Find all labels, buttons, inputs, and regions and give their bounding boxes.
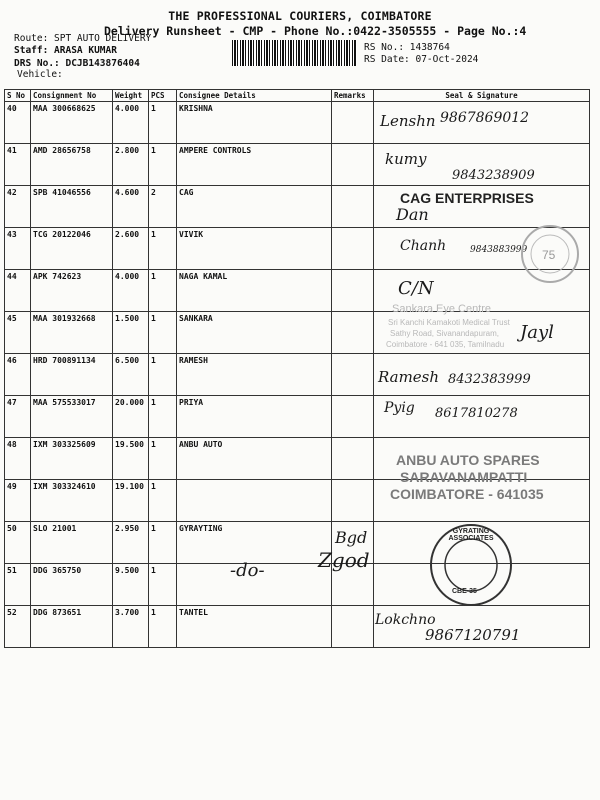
signature-krishna: Lenshn: [380, 112, 436, 130]
cell-consignment: MAA 301932668: [31, 312, 113, 354]
stamp-anbu-3: COIMBATORE - 641035: [390, 486, 544, 502]
cell-consignee: TANTEL: [177, 606, 332, 648]
cell-pcs: 1: [149, 144, 177, 186]
phone-priya: 8617810278: [435, 406, 518, 421]
cell-weight: 4.000: [113, 102, 149, 144]
cell-sno: 44: [5, 270, 31, 312]
cell-pcs: 1: [149, 396, 177, 438]
cell-pcs: 1: [149, 522, 177, 564]
cell-consignment: DDG 873651: [31, 606, 113, 648]
cell-pcs: 1: [149, 102, 177, 144]
cell-weight: 3.700: [113, 606, 149, 648]
company-title: THE PROFESSIONAL COURIERS, COIMBATORE: [168, 9, 432, 23]
cell-consignment: DDG 365750: [31, 564, 113, 606]
cell-consignee: KRISHNA: [177, 102, 332, 144]
cell-consignee: AMPERE CONTROLS: [177, 144, 332, 186]
cell-consignment: APK 742623: [31, 270, 113, 312]
cell-sno: 47: [5, 396, 31, 438]
cell-consignment: HRD 700891134: [31, 354, 113, 396]
cell-pcs: 2: [149, 186, 177, 228]
cell-sno: 52: [5, 606, 31, 648]
phone-ramesh: 8432383999: [448, 372, 531, 387]
cell-weight: 19.100: [113, 480, 149, 522]
barcode: [232, 40, 357, 66]
cell-pcs: 1: [149, 270, 177, 312]
cell-weight: 9.500: [113, 564, 149, 606]
signature-ddg: Zgod: [318, 548, 370, 572]
signature-vivik: Chanh: [400, 238, 447, 254]
col-consignment: Consignment No: [31, 90, 113, 102]
cell-pcs: 1: [149, 606, 177, 648]
cell-pcs: 1: [149, 438, 177, 480]
cell-consignee: SANKARA: [177, 312, 332, 354]
rs-number: RS No.: 1438764: [364, 42, 450, 53]
cell-consignment: AMD 28656758: [31, 144, 113, 186]
svg-text:75: 75: [542, 248, 556, 262]
cell-remarks: [332, 480, 374, 522]
cell-consignment: MAA 575533017: [31, 396, 113, 438]
cell-remarks: [332, 102, 374, 144]
signature-cag: Dan: [396, 205, 429, 224]
col-pcs: PCS: [149, 90, 177, 102]
cell-consignment: MAA 300668625: [31, 102, 113, 144]
stamp-sankara-3: Sathy Road, Sivanandapuram,: [390, 329, 499, 338]
col-remarks: Remarks: [332, 90, 374, 102]
cell-weight: 19.500: [113, 438, 149, 480]
stamp-gyrating-code: CBE-35: [452, 588, 477, 595]
mark-naga-kamal: C/N: [398, 278, 434, 299]
cell-sno: 48: [5, 438, 31, 480]
vehicle-label: Vehicle:: [17, 69, 63, 80]
cell-remarks: [332, 228, 374, 270]
cell-consignee: VIVIK: [177, 228, 332, 270]
cell-weight: 2.950: [113, 522, 149, 564]
signature-tantel: Lokchno: [375, 612, 436, 628]
cell-weight: 6.500: [113, 354, 149, 396]
cell-pcs: 1: [149, 228, 177, 270]
drs-number: DRS No.: DCJB143876404: [14, 58, 140, 69]
cell-remarks: [332, 186, 374, 228]
col-weight: Weight: [113, 90, 149, 102]
route-label: Route: SPT AUTO DELIVERY: [14, 33, 152, 44]
cell-sno: 50: [5, 522, 31, 564]
cell-weight: 4.000: [113, 270, 149, 312]
cell-weight: 20.000: [113, 396, 149, 438]
phone-krishna: 9867869012: [440, 110, 530, 126]
cell-consignee: PRIYA: [177, 396, 332, 438]
stamp-cag: CAG ENTERPRISES: [400, 190, 534, 206]
cell-consignee: ANBU AUTO: [177, 438, 332, 480]
cell-remarks: [332, 438, 374, 480]
col-seal-signature: Seal & Signature: [374, 90, 590, 102]
cell-consignment: SPB 41046556: [31, 186, 113, 228]
cell-consignee: RAMESH: [177, 354, 332, 396]
cell-consignment: IXM 303325609: [31, 438, 113, 480]
cell-remarks: [332, 354, 374, 396]
cell-pcs: 1: [149, 354, 177, 396]
cell-remarks: [332, 144, 374, 186]
cell-weight: 2.600: [113, 228, 149, 270]
cell-pcs: 1: [149, 564, 177, 606]
runsheet-subtitle: Delivery Runsheet - CMP - Phone No.:0422-3505555 - Page No.:4: [104, 24, 527, 38]
stamp-sankara-1: Sankara Eye Centre: [392, 303, 492, 315]
stamp-sankara-4: Coimbatore - 641 035, Tamilnadu: [386, 340, 505, 349]
cell-sno: 51: [5, 564, 31, 606]
agro-stamp: [518, 222, 582, 286]
cell-consignee: GYRAYTING: [177, 522, 332, 564]
signature-gyrating: Bgd: [335, 528, 368, 547]
cell-remarks: [332, 396, 374, 438]
cell-sno: 49: [5, 480, 31, 522]
cell-consignment: TCG 20122046: [31, 228, 113, 270]
cell-weight: 2.800: [113, 144, 149, 186]
table-header-row: [5, 90, 590, 102]
stamp-anbu-2: SARAVANAMPATTI: [400, 469, 528, 485]
phone-vivik: 9843883999: [470, 245, 528, 255]
cell-remarks: [332, 312, 374, 354]
signature-ramesh: Ramesh: [378, 368, 440, 386]
stamp-sankara-2: Sri Kanchi Kamakoti Medical Trust: [388, 318, 510, 327]
cell-sno: 40: [5, 102, 31, 144]
col-sno: S No: [5, 90, 31, 102]
staff-label: Staff: ARASA KUMAR: [14, 45, 117, 56]
rs-date: RS Date: 07-Oct-2024: [364, 54, 479, 65]
phone-tantel: 9867120791: [425, 626, 521, 644]
cell-sno: 42: [5, 186, 31, 228]
ditto-mark: -do-: [230, 560, 265, 581]
cell-consignment: IXM 303324610: [31, 480, 113, 522]
cell-consignee: NAGA KAMAL: [177, 270, 332, 312]
signature-sankara: Jayl: [520, 322, 554, 343]
table-row: [5, 270, 590, 312]
cell-remarks: [332, 270, 374, 312]
stamp-anbu-1: ANBU AUTO SPARES: [396, 452, 540, 468]
cell-remarks: [332, 606, 374, 648]
cell-consignee: [177, 480, 332, 522]
signature-ampere: kumy: [385, 150, 427, 168]
cell-sno: 41: [5, 144, 31, 186]
phone-ampere: 9843238909: [452, 168, 535, 183]
cell-consignment: SLO 21001: [31, 522, 113, 564]
cell-sno: 43: [5, 228, 31, 270]
col-consignee: Consignee Details: [177, 90, 332, 102]
cell-weight: 1.500: [113, 312, 149, 354]
cell-pcs: 1: [149, 312, 177, 354]
cell-pcs: 1: [149, 480, 177, 522]
cell-consignee: CAG: [177, 186, 332, 228]
cell-weight: 4.600: [113, 186, 149, 228]
signature-priya: Pyig: [384, 400, 415, 416]
cell-sno: 45: [5, 312, 31, 354]
cell-sno: 46: [5, 354, 31, 396]
stamp-gyrating: GYRATING ASSOCIATES: [448, 528, 494, 542]
